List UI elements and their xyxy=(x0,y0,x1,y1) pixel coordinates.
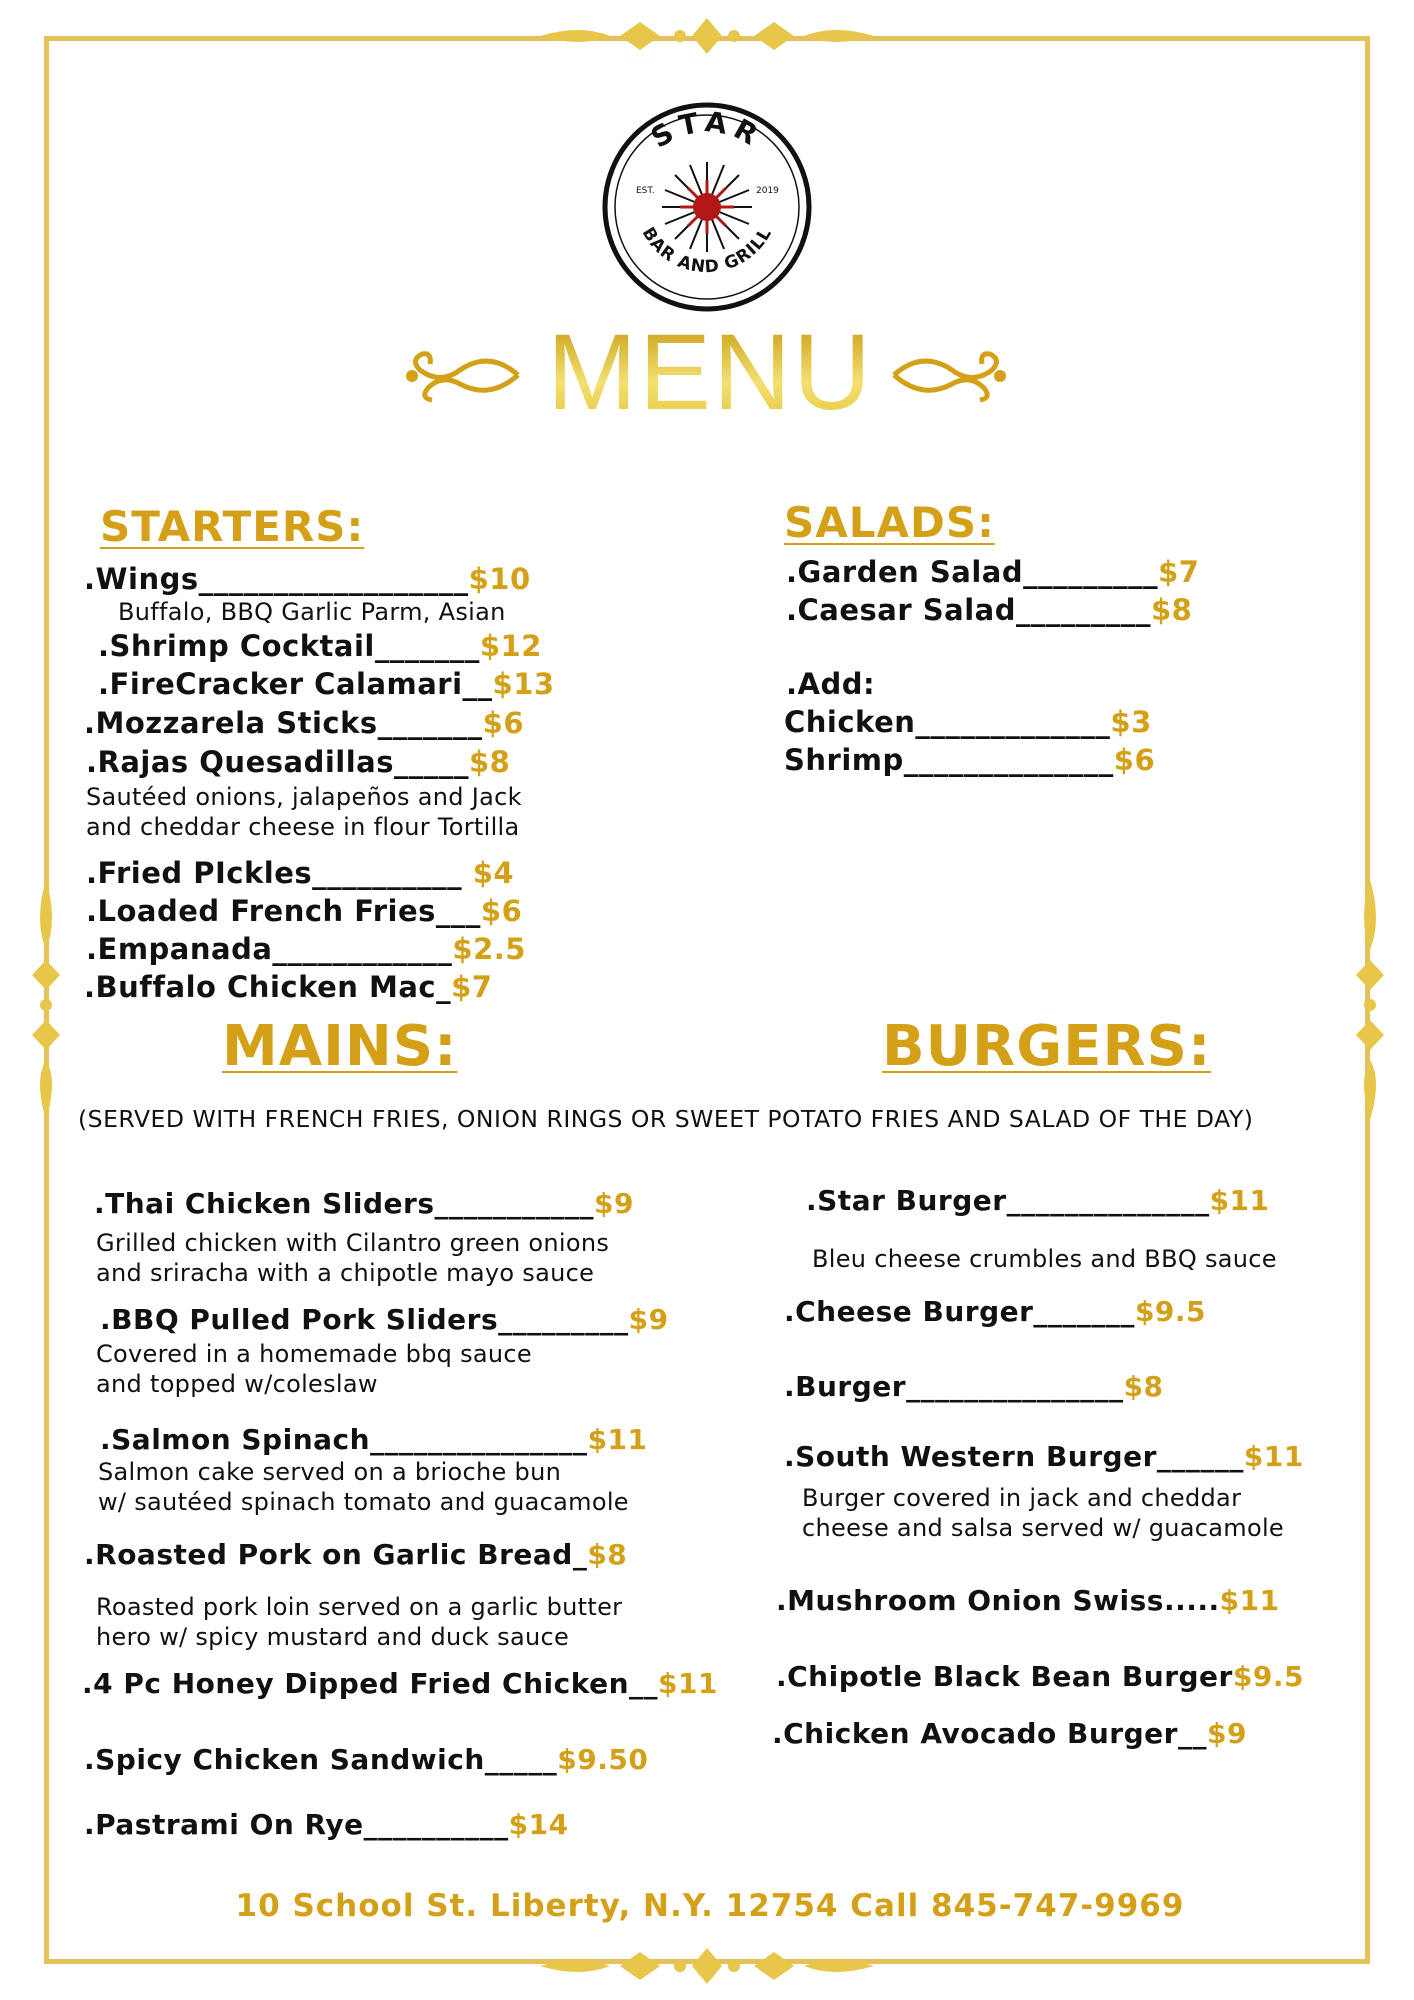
burger-mushroom-onion-swiss: .Mushroom Onion Swiss.....$11 xyxy=(776,1584,1280,1617)
star-burger-desc: Bleu cheese crumbles and BBQ sauce xyxy=(812,1245,1277,1273)
bbq-desc-2: and topped w/coleslaw xyxy=(96,1370,378,1398)
burger-south-western: .South Western Burger______$11 xyxy=(784,1440,1304,1473)
thai-desc-1: Grilled chicken with Cilantro green onions xyxy=(96,1229,610,1257)
starter-shrimp-cocktail: .Shrimp Cocktail_______$12 xyxy=(98,629,542,663)
bbq-desc-1: Covered in a homemade bbq sauce xyxy=(96,1340,532,1368)
served-with-note: (SERVED WITH FRENCH FRIES, ONION RINGS OR SWEET POTATO FRIES AND SALAD OF THE DAY) xyxy=(78,1105,1254,1133)
left-flourish-ornament xyxy=(400,340,520,410)
rajas-desc-1: Sautéed onions, jalapeños and Jack xyxy=(86,783,522,811)
rajas-desc-2: and cheddar cheese in flour Tortilla xyxy=(86,813,520,841)
left-side-ornament xyxy=(24,880,68,1120)
burger-star: .Star Burger______________$11 xyxy=(806,1184,1270,1217)
burger-cheese: .Cheese Burger_______$9.5 xyxy=(784,1295,1207,1328)
logo-top-text: STAR xyxy=(645,105,769,155)
top-ornament xyxy=(540,14,874,58)
salmon-desc-2: w/ sautéed spinach tomato and guacamole xyxy=(98,1488,629,1516)
burger-chipotle-black-bean: .Chipotle Black Bean Burger$9.5 xyxy=(776,1660,1304,1693)
salad-caesar: .Caesar Salad_________$8 xyxy=(786,593,1193,627)
menu-title: MENU xyxy=(540,318,880,426)
main-roasted-pork: .Roasted Pork on Garlic Bread_$8 xyxy=(84,1538,628,1571)
salad-add-label: .Add: xyxy=(786,667,876,701)
pork-desc-1: Roasted pork loin served on a garlic butter xyxy=(96,1593,623,1621)
star-bar-logo xyxy=(600,100,814,314)
south-western-desc-2: cheese and salsa served w/ guacamole xyxy=(802,1514,1284,1542)
burger-chicken-avocado: .Chicken Avocado Burger__$9 xyxy=(772,1717,1247,1750)
starter-buffalo-chicken-mac: .Buffalo Chicken Mac_$7 xyxy=(84,970,493,1004)
mains-heading: MAINS: xyxy=(222,1014,458,1079)
starter-mozzarela-sticks: .Mozzarela Sticks_______$6 xyxy=(84,706,524,740)
south-western-desc-1: Burger covered in jack and cheddar xyxy=(802,1484,1242,1512)
main-spicy-chicken-sandwich: .Spicy Chicken Sandwich_____$9.50 xyxy=(84,1743,649,1776)
addon-shrimp: Shrimp______________$6 xyxy=(784,743,1156,777)
starter-wings: .Wings__________________$10 xyxy=(84,562,531,596)
wings-desc: Buffalo, BBQ Garlic Parm, Asian xyxy=(118,598,506,626)
salmon-desc-1: Salmon cake served on a brioche bun xyxy=(98,1458,562,1486)
burger-plain: .Burger_______________$8 xyxy=(784,1370,1164,1403)
main-thai-chicken-sliders: .Thai Chicken Sliders___________$9 xyxy=(94,1187,634,1220)
starter-fried-pickles: .Fried PIckles__________ $4 xyxy=(86,856,515,890)
footer-address-phone: 10 School St. Liberty, N.Y. 12754 Call 845-747-9969 xyxy=(235,1888,1185,1924)
salads-heading: SALADS: xyxy=(784,498,995,547)
bottom-ornament xyxy=(540,1944,874,1988)
logo-bottom-text: BAR AND GRILL xyxy=(637,223,777,278)
logo-est-label: EST. xyxy=(636,186,655,196)
salad-garden: .Garden Salad_________$7 xyxy=(786,555,1200,589)
main-bbq-pulled-pork-sliders: .BBQ Pulled Pork Sliders_________$9 xyxy=(100,1303,669,1336)
starter-firecracker-calamari: .FireCracker Calamari__$13 xyxy=(98,667,555,701)
thai-desc-2: and sriracha with a chipotle mayo sauce xyxy=(96,1259,595,1287)
main-pastrami-on-rye: .Pastrami On Rye__________$14 xyxy=(84,1808,569,1841)
starters-heading: STARTERS: xyxy=(100,502,365,551)
starter-loaded-french-fries: .Loaded French Fries___$6 xyxy=(86,894,523,928)
burgers-heading: BURGERS: xyxy=(882,1014,1212,1079)
right-side-ornament xyxy=(1348,880,1392,1120)
pork-desc-2: hero w/ spicy mustard and duck sauce xyxy=(96,1623,570,1651)
main-honey-dipped-chicken: .4 Pc Honey Dipped Fried Chicken__$11 xyxy=(82,1667,718,1700)
main-salmon-spinach: .Salmon Spinach_______________$11 xyxy=(100,1423,648,1456)
addon-chicken: Chicken_____________$3 xyxy=(784,705,1152,739)
starter-rajas-quesadillas: .Rajas Quesadillas_____$8 xyxy=(86,745,511,779)
starter-empanada: .Empanada____________$2.5 xyxy=(86,932,526,966)
right-flourish-ornament xyxy=(892,340,1012,410)
logo-est-year: 2019 xyxy=(756,186,779,196)
